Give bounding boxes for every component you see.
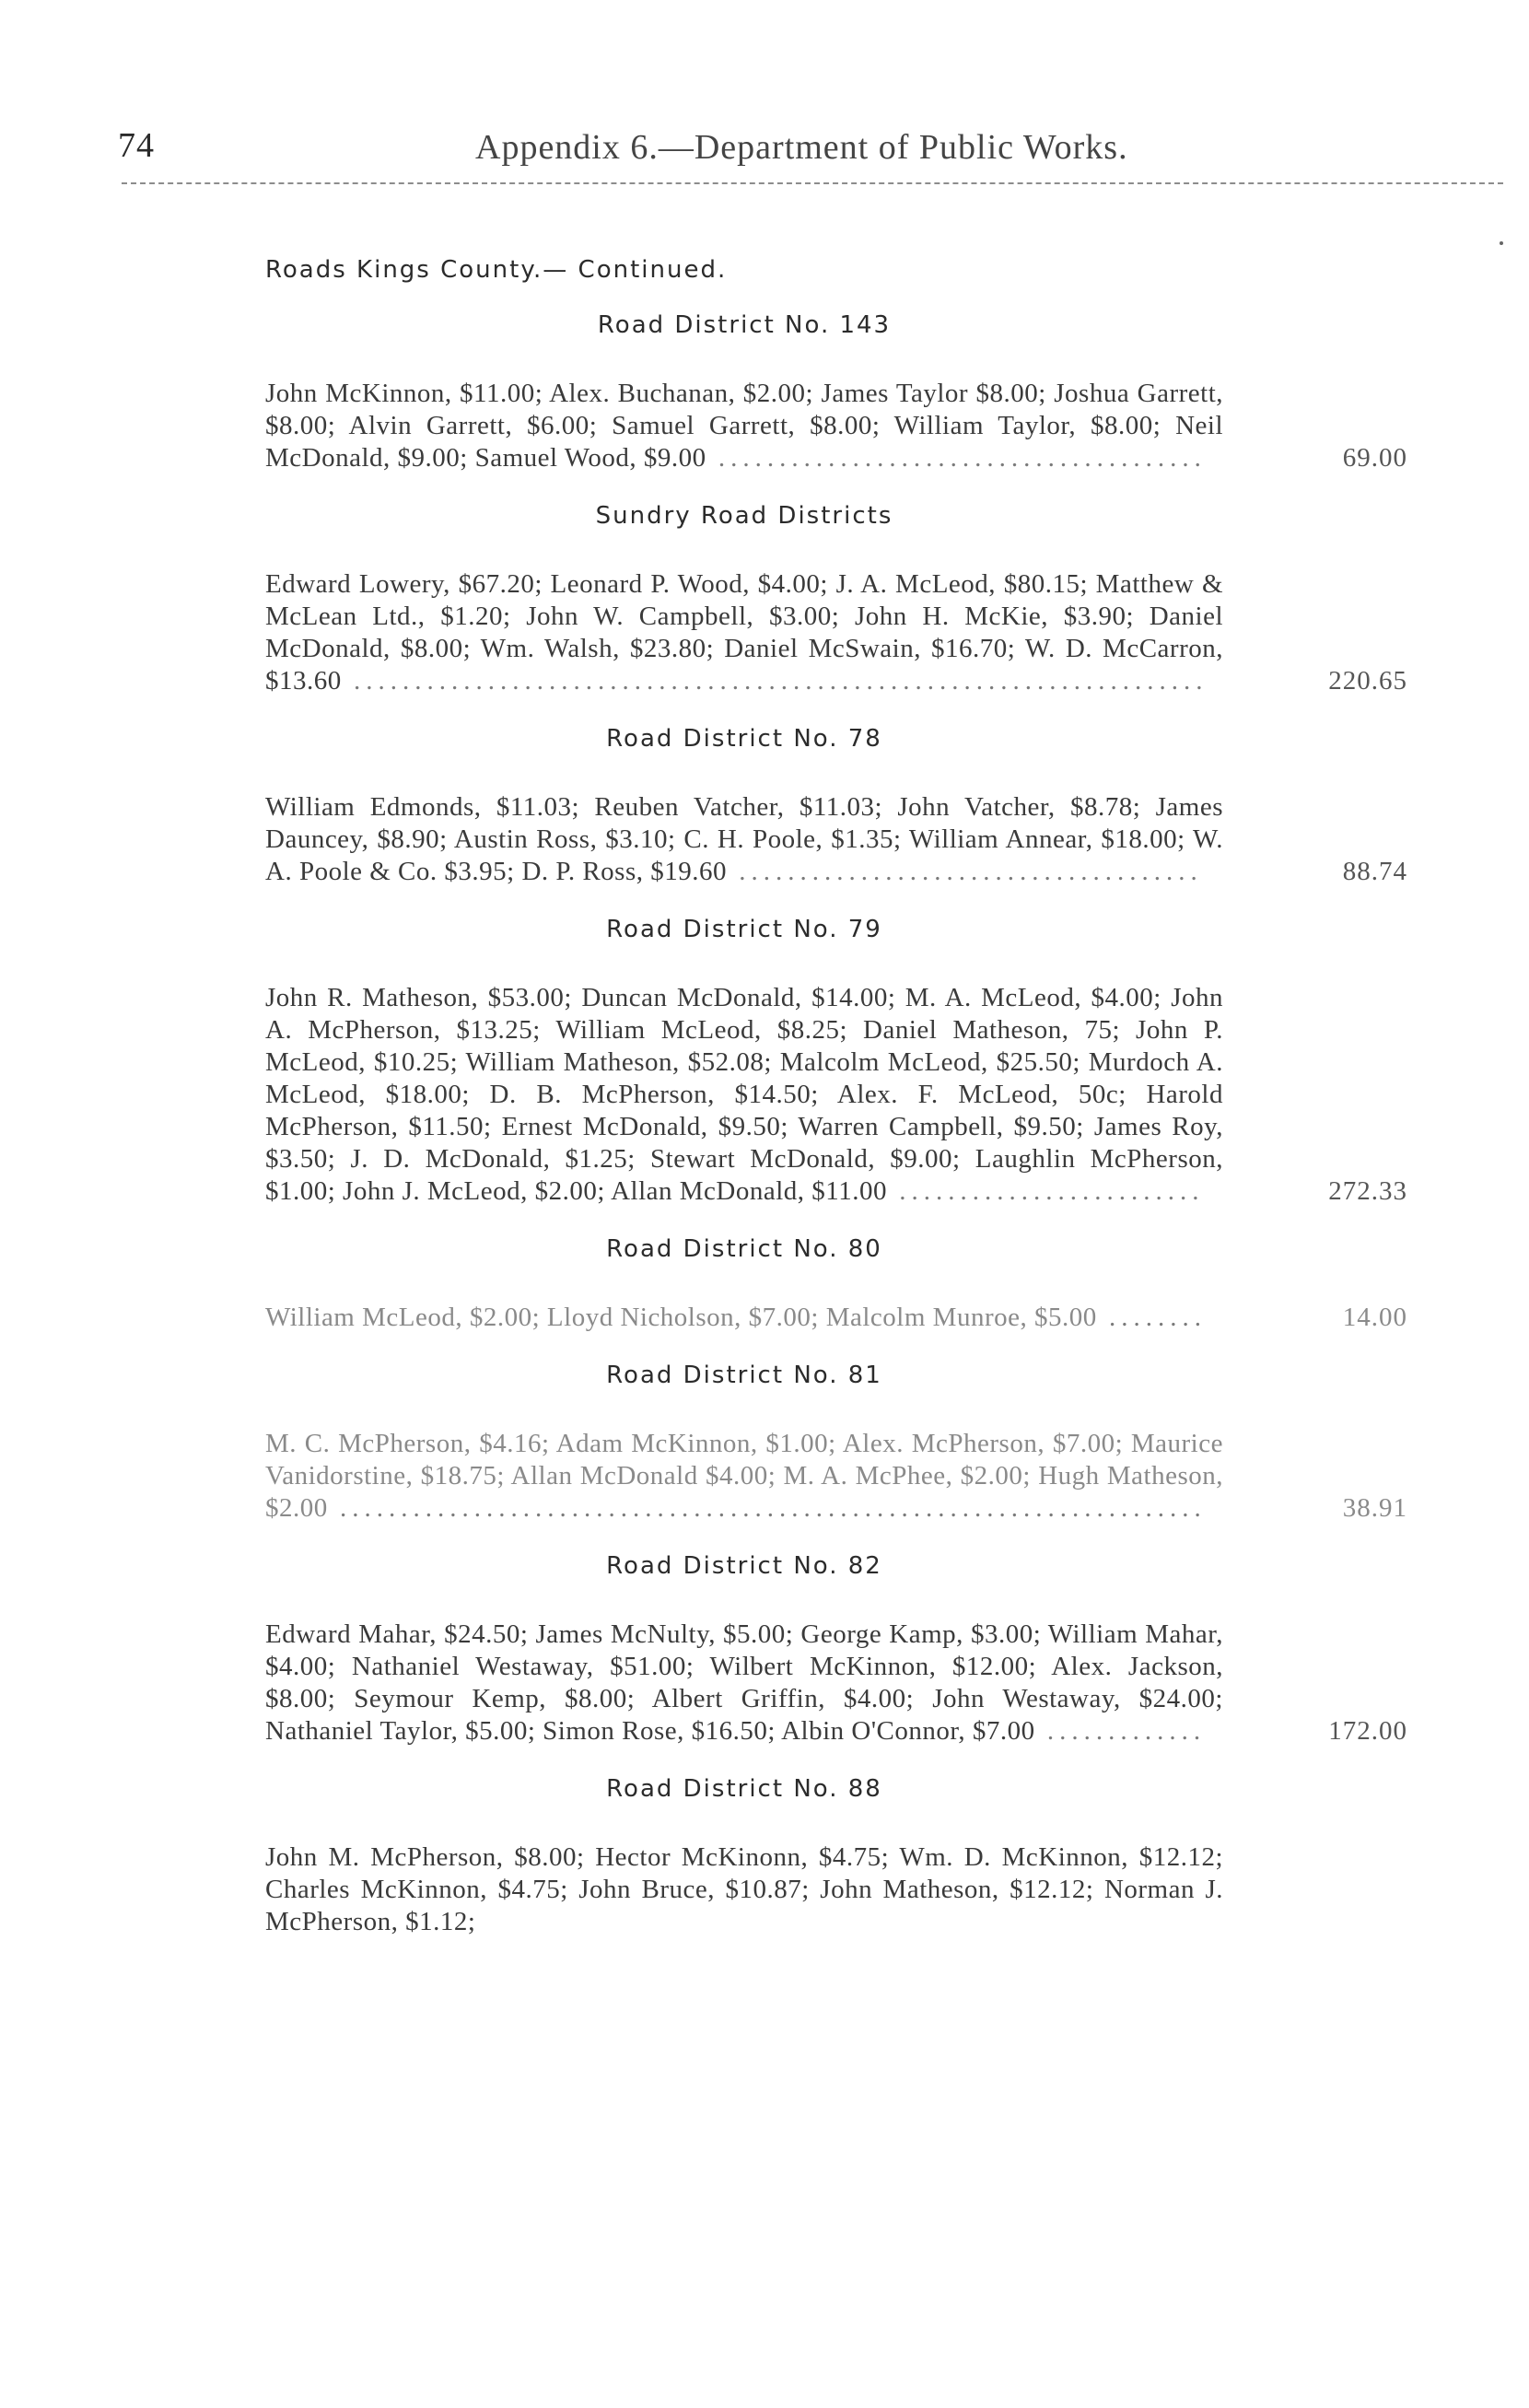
leader-dots: ...................................................................... [341, 666, 1208, 696]
payee-list: Edward Lowery, $67.20; Leonard P. Wood, $4.00; J. A. McLeod, $80.15; Matthew & McLean Ltd., $1.20; John W. Campbell, $3.00; John H. McKie, $3.90; Daniel McDonald, $8.00; Wm. Walsh, $23.80; Daniel McSwain, $16.70; W. D. McCarron, $13.60 [265, 569, 1223, 696]
payee-list: John M. McPherson, $8.00; Hector McKinonn, $4.75; Wm. D. McKinnon, $12.12; Charles McKinnon, $4.75; John Bruce, $10.87; John Matheson, $12.12; Norman J. McPherson, $1.12; [265, 1842, 1223, 1936]
section-heading: Road District No. 79 [606, 916, 882, 943]
section-total-amount: 88.74 [1342, 857, 1407, 886]
section-heading: Road District No. 82 [606, 1552, 882, 1580]
section-heading: Road District No. 80 [606, 1235, 882, 1263]
continued-subheading: Roads Kings County.— Continued. [265, 256, 728, 284]
section-heading: Sundry Road Districts [595, 502, 893, 530]
payment-entry [265, 1841, 1407, 1938]
leader-dots: ........ [1096, 1303, 1207, 1332]
payee-list: John McKinnon, $11.00; Alex. Buchanan, $2.00; James Taylor $8.00; Joshua Garrett, $8.00; Alvin Garrett, $6.00; Samuel Garrett, $8.00; William Taylor, $8.00; Neil McDonald, $9.00; Samuel Wood, $9.00 [265, 379, 1223, 473]
road-district-section [265, 916, 1407, 1208]
payment-list-text [265, 1619, 1223, 1748]
road-district-section [265, 1235, 1407, 1334]
section-heading: Road District No. 88 [606, 1775, 882, 1803]
payee-list: Edward Mahar, $24.50; James McNulty, $5.00; George Kamp, $3.00; William Mahar, $4.00; Nathaniel Westaway, $51.00; Wilbert McKinnon, $12.00; Alex. Jackson, $8.00; Seymour Kemp, $8.00; Albert Griffin, $4.00; John Westaway, $24.00; Nathaniel Taylor, $5.00; Simon Rose, $16.50; Albin O'Connor, $7.00 [265, 1619, 1223, 1746]
road-district-section [265, 1775, 1407, 1938]
payment-entry [265, 568, 1407, 697]
payment-list-text [265, 1428, 1223, 1525]
road-district-list [265, 311, 1407, 1938]
road-district-section [265, 1362, 1407, 1525]
payee-list: M. C. McPherson, $4.16; Adam McKinnon, $1.00; Alex. McPherson, $7.00; Maurice Vanidorstine, $18.75; Allan McDonald $4.00; M. A. McPhee, $2.00; Hugh Matheson, $2.00 [265, 1429, 1223, 1523]
leader-dots: ....................................................................... [327, 1493, 1207, 1523]
payment-list-text [265, 568, 1223, 697]
payee-list: William McLeod, $2.00; Lloyd Nicholson, $7.00; Malcolm Munroe, $5.00 [265, 1303, 1097, 1332]
payee-list: John R. Matheson, $53.00; Duncan McDonald, $14.00; M. A. McLeod, $4.00; John A. McPherson, $13.25; William McLeod, $8.25; Daniel Matheson, 75; John P. McLeod, $10.25; William Matheson, $52.08; Malcolm McLeod, $25.50; Murdoch A. McLeod, $18.00; D. B. McPherson, $14.50; Alex. F. McLeod, 50c; Harold McPherson, $11.50; Ernest McDonald, $9.50; Warren Campbell, $9.50; James Roy, $3.50; J. D. McDonald, $1.25; Stewart McDonald, $9.00; Laughlin McPherson, $1.00; John J. McLeod, $2.00; Allan McDonald, $11.00 [265, 983, 1223, 1206]
section-total-amount: 14.00 [1342, 1303, 1407, 1332]
section-heading: Road District No. 81 [606, 1362, 882, 1389]
road-district-section [265, 725, 1407, 888]
page-number: 74 [118, 126, 155, 165]
payment-list-text [265, 982, 1223, 1208]
section-total-amount: 220.65 [1328, 666, 1407, 696]
section-total-amount: 38.91 [1342, 1493, 1407, 1523]
payment-list-text [265, 791, 1223, 888]
page-content [265, 238, 1407, 1938]
payment-entry [265, 1302, 1407, 1334]
payment-list-text [265, 378, 1223, 474]
road-district-section [265, 311, 1407, 474]
road-district-section [265, 1552, 1407, 1748]
page-header [118, 125, 1500, 181]
payment-entry [265, 1428, 1407, 1525]
section-total-amount: 272.33 [1328, 1176, 1407, 1206]
leader-dots: ........................................ [706, 443, 1207, 473]
leader-dots: ...................................... [726, 857, 1203, 886]
section-total-amount: 172.00 [1328, 1716, 1407, 1746]
payment-list-text [265, 1841, 1223, 1938]
payment-list-text [265, 1302, 1223, 1334]
header-rule [122, 182, 1503, 184]
payment-entry [265, 1619, 1407, 1748]
payment-entry [265, 982, 1407, 1208]
leader-dots: ............. [1034, 1716, 1207, 1746]
section-total-amount: 69.00 [1342, 443, 1407, 473]
leader-dots: ......................... [886, 1176, 1205, 1206]
section-heading: Road District No. 143 [597, 311, 892, 339]
running-title: Appendix 6.—Department of Public Works. [475, 128, 1128, 167]
section-heading: Road District No. 78 [606, 725, 882, 753]
road-district-section [265, 502, 1407, 697]
payment-entry [265, 378, 1407, 474]
payment-entry [265, 791, 1407, 888]
margin-dot [1500, 241, 1503, 245]
payee-list: William Edmonds, $11.03; Reuben Vatcher, $11.03; John Vatcher, $8.78; James Dauncey, $8.90; Austin Ross, $3.10; C. H. Poole, $1.35; William Annear, $18.00; W. A. Poole & Co. $3.95; D. P. Ross, $19.60 [265, 792, 1223, 886]
